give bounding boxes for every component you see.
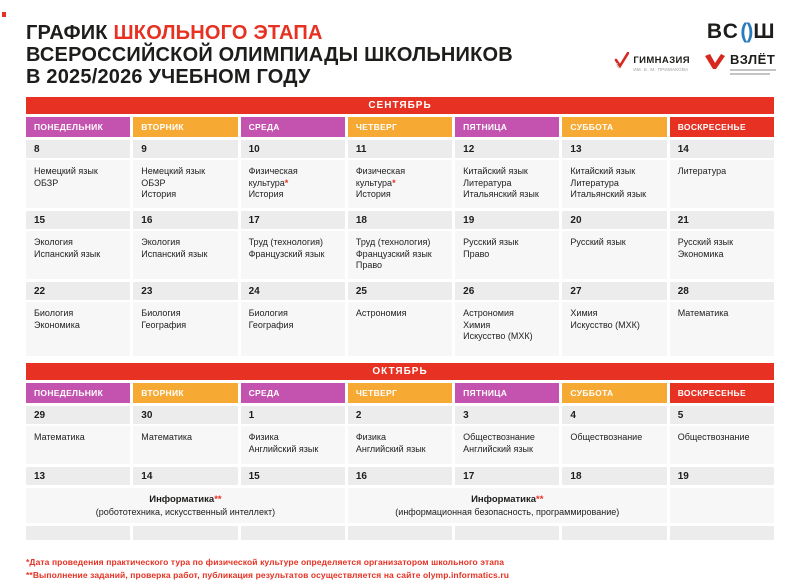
subject-label: Французский язык — [355, 248, 432, 259]
subject-label: Математика — [34, 432, 85, 442]
subject-label: География — [141, 319, 187, 330]
cell-subjects — [670, 231, 774, 279]
cell-subjects — [241, 302, 345, 356]
subject-label: Русский язык — [463, 237, 519, 247]
cell-subjects — [455, 160, 559, 208]
date-number: 23 — [133, 282, 237, 300]
empty-cell — [241, 526, 345, 540]
asterisk: * — [392, 177, 396, 188]
cell-subjects — [562, 426, 666, 464]
cell-subjects — [348, 160, 452, 208]
weekday-header: СУББОТА — [562, 383, 666, 403]
partner-logos — [614, 52, 776, 75]
calendar-cell — [562, 140, 666, 208]
weekday-header: ВОСКРЕСЕНЬЕ — [670, 117, 774, 137]
cell-subjects — [455, 426, 559, 464]
october-weekday-row — [26, 383, 774, 403]
calendar-cell — [562, 282, 666, 356]
vzlyot-subtext-line — [730, 69, 776, 71]
date-number: 19 — [670, 467, 774, 485]
calendar-week — [26, 211, 774, 279]
title-red-part: ШКОЛЬНОГО ЭТАПА — [113, 22, 323, 44]
title-line2: ВСЕРОССИЙСКОЙ ОЛИМПИАДЫ ШКОЛЬНИКОВ — [26, 44, 513, 66]
date-number: 2 — [348, 406, 452, 424]
empty-cell — [348, 526, 452, 540]
asterisk: * — [284, 177, 289, 188]
empty-cell — [133, 526, 237, 540]
date-number: 14 — [670, 140, 774, 158]
informatics-title: Информатика** — [471, 494, 544, 505]
cell-subjects — [670, 302, 774, 356]
subject-label: Китайский язык — [570, 166, 636, 176]
weekday-header: СУББОТА — [562, 117, 666, 137]
calendar-week — [26, 282, 774, 356]
date-number: 16 — [133, 211, 237, 229]
cell-subjects — [348, 302, 452, 356]
weekday-header: ПОНЕДЕЛЬНИК — [26, 117, 130, 137]
informatics-cell — [26, 488, 345, 523]
weekday-header: ПЯТНИЦА — [455, 383, 559, 403]
subject-label: Физическая культура* — [355, 166, 406, 188]
calendar-cell — [348, 140, 452, 208]
subject-label: Обществознание — [463, 432, 535, 442]
calendar-cell — [455, 406, 559, 464]
calendar-cell — [26, 406, 130, 464]
footnote-line: *Дата проведения практического тура по физической культуре определяется организатором школьного этапа — [26, 557, 505, 567]
calendar-cell — [670, 140, 774, 208]
cell-subjects — [455, 302, 559, 356]
weekday-header: ВТОРНИК — [133, 383, 237, 403]
date-number: 17 — [455, 467, 559, 485]
cell-subjects — [348, 426, 452, 464]
vzlyot-subtext-line — [730, 73, 770, 75]
weekday-header: ПЯТНИЦА — [455, 117, 559, 137]
cell-subjects — [26, 302, 130, 356]
subject-label: Английский язык — [355, 443, 426, 454]
vzlyot-logo — [704, 52, 776, 75]
october-informatics-row — [26, 488, 774, 523]
subject-label: Испанский язык — [34, 248, 101, 259]
subject-label: Обществознание — [570, 432, 643, 442]
date-number: 12 — [455, 140, 559, 158]
subject-label: Китайский язык — [463, 166, 528, 176]
subject-label: Математика — [677, 308, 729, 318]
cell-subjects — [133, 426, 237, 464]
subject-label: Испанский язык — [141, 248, 208, 259]
calendar-cell — [348, 282, 452, 356]
subject-label: Искусство (МХК) — [570, 319, 640, 330]
informatics-cell — [348, 488, 667, 523]
calendar-cell — [26, 140, 130, 208]
subject-label: География — [248, 319, 294, 330]
gymnasium-subtitle: ИМ. Е. М. ПРИМАКОВА — [633, 66, 689, 72]
cell-subjects — [241, 231, 345, 279]
date-number: 15 — [241, 467, 345, 485]
cell-subjects — [26, 231, 130, 279]
september-header: СЕНТЯБРЬ — [26, 97, 774, 114]
cell-subjects — [133, 160, 237, 208]
weekday-header: ЧЕТВЕРГ — [348, 117, 452, 137]
asterisk: ** — [536, 494, 544, 505]
weekday-header: СРЕДА — [241, 117, 345, 137]
calendar-cell — [26, 282, 130, 356]
date-number: 16 — [348, 467, 452, 485]
subject-label: Право — [355, 260, 383, 271]
subject-label: Русский язык — [677, 237, 734, 247]
subject-label: Немецкий язык — [141, 166, 206, 176]
date-number: 30 — [133, 406, 237, 424]
cell-subjects — [455, 231, 559, 279]
cell-subjects — [562, 160, 666, 208]
date-number: 8 — [26, 140, 130, 158]
date-number: 3 — [455, 406, 559, 424]
date-number: 19 — [455, 211, 559, 229]
date-number: 20 — [562, 211, 666, 229]
subject-label: Физическая культура* — [248, 166, 298, 188]
subject-label: История — [355, 189, 391, 200]
calendar-cell — [562, 211, 666, 279]
date-number: 18 — [348, 211, 452, 229]
informatics-title: Информатика** — [149, 494, 222, 505]
calendar-week — [26, 406, 774, 464]
date-number: 14 — [133, 467, 237, 485]
page-title — [26, 22, 513, 88]
calendar-cell — [241, 282, 345, 356]
calendar-cell — [562, 406, 666, 464]
september-table — [26, 97, 774, 356]
subject-label: Химия — [463, 319, 491, 330]
subject-label: Физика — [355, 432, 387, 442]
cell-subjects — [670, 160, 774, 208]
calendar-cell — [348, 406, 452, 464]
date-number: 11 — [348, 140, 452, 158]
subject-label: Астрономия — [463, 308, 514, 318]
september-weekday-row — [26, 117, 774, 137]
date-number: 9 — [133, 140, 237, 158]
calendar-cell — [241, 406, 345, 464]
empty-cell — [670, 526, 774, 540]
cell-subjects — [26, 160, 130, 208]
subject-label: ОБЗР — [34, 177, 59, 188]
vsosh-logo-text: ВС — [706, 20, 740, 43]
date-number: 10 — [241, 140, 345, 158]
cell-subjects — [241, 426, 345, 464]
calendar-cell — [455, 211, 559, 279]
october-week-2-dates — [26, 467, 774, 485]
subject-label: Физика — [248, 432, 279, 442]
subject-label: Право — [463, 248, 490, 259]
date-number: 13 — [26, 467, 130, 485]
subject-label: Экономика — [677, 248, 724, 259]
calendar-cell — [133, 140, 237, 208]
calendar-cell — [670, 282, 774, 356]
date-number: 1 — [241, 406, 345, 424]
subject-label: Итальянский язык — [463, 189, 539, 200]
subject-label: ОБЗР — [141, 177, 166, 188]
subject-label: Биология — [141, 308, 181, 318]
calendar-cell — [670, 211, 774, 279]
subject-label: Русский язык — [570, 237, 626, 247]
calendar-cell — [348, 211, 452, 279]
cell-subjects — [133, 302, 237, 356]
subject-label: Обществознание — [677, 432, 750, 442]
cell-subjects — [562, 302, 666, 356]
cell-subjects — [26, 426, 130, 464]
cell-subjects — [670, 426, 774, 464]
calendar-cell — [241, 211, 345, 279]
date-number: 29 — [26, 406, 130, 424]
empty-cell — [26, 526, 130, 540]
calendar-cell — [455, 282, 559, 356]
date-number: 27 — [562, 282, 666, 300]
october-table — [26, 363, 774, 540]
cell-subjects — [348, 231, 452, 279]
calendar-cell — [455, 140, 559, 208]
subject-label: Экология — [141, 237, 181, 247]
footnote-line: **Выполнение заданий, проверка работ, публикация результатов осуществляется на сайте olymp.informatics.ru — [26, 570, 510, 581]
subject-label: Труд (технология) — [248, 237, 324, 247]
title-black-part: ГРАФИК — [26, 22, 114, 44]
date-number: 21 — [670, 211, 774, 229]
date-number: 5 — [670, 406, 774, 424]
subject-label: Литература — [570, 177, 619, 188]
gymnasium-logo-text — [633, 55, 690, 72]
subject-label: Астрономия — [355, 308, 407, 318]
cell-subjects — [562, 231, 666, 279]
calendar-cell — [26, 211, 130, 279]
footnotes — [26, 556, 774, 582]
weekday-header: ПОНЕДЕЛЬНИК — [26, 383, 130, 403]
v-wing-icon — [704, 53, 726, 75]
empty-cell — [562, 526, 666, 540]
vzlyot-logo-text — [730, 52, 776, 75]
date-number: 4 — [562, 406, 666, 424]
subject-label: Труд (технология) — [355, 237, 431, 247]
vsosh-logo — [707, 20, 776, 44]
date-number: 26 — [455, 282, 559, 300]
weekday-header: СРЕДА — [241, 383, 345, 403]
subject-label: Химия — [570, 308, 598, 318]
date-number: 22 — [26, 282, 130, 300]
october-header: ОКТЯБРЬ — [26, 363, 774, 380]
calendar-cell — [241, 140, 345, 208]
logo-block — [576, 20, 776, 75]
empty-cell — [455, 526, 559, 540]
weekday-header: ВТОРНИК — [133, 117, 237, 137]
informatics-subtitle: (робототехника, искусственный интеллект) — [95, 507, 276, 517]
calendar-cell — [670, 406, 774, 464]
date-number: 15 — [26, 211, 130, 229]
date-number: 17 — [241, 211, 345, 229]
crop-mark — [2, 12, 6, 17]
subject-label: Биология — [34, 308, 74, 318]
checkmark-icon — [614, 52, 629, 74]
subject-label: Биология — [248, 308, 288, 318]
date-number: 24 — [241, 282, 345, 300]
subject-label: Экономика — [34, 319, 80, 330]
subject-label: Литература — [677, 166, 727, 176]
weekday-header: ВОСКРЕСЕНЬЕ — [670, 383, 774, 403]
cell-subjects — [241, 160, 345, 208]
calendar-cell — [133, 282, 237, 356]
title-line3: В 2025/2026 УЧЕБНОМ ГОДУ — [26, 66, 311, 88]
subject-label: Литература — [463, 177, 512, 188]
date-number: 28 — [670, 282, 774, 300]
informatics-subtitle: (информационная безопасность, программирование) — [395, 507, 620, 517]
subject-label: История — [141, 189, 177, 200]
calendar-week — [26, 140, 774, 208]
subject-label: Итальянский язык — [570, 189, 647, 200]
subject-label: Математика — [141, 432, 192, 442]
vzlyot-name: ВЗЛЁТ — [730, 52, 776, 67]
subject-label: Французский язык — [248, 248, 325, 259]
subject-label: Английский язык — [248, 443, 319, 454]
subject-label: Немецкий язык — [34, 166, 98, 176]
subject-label: Искусство (МХК) — [463, 331, 533, 342]
asterisk: ** — [214, 494, 222, 505]
subject-label: Английский язык — [463, 443, 533, 454]
calendar-cell — [133, 406, 237, 464]
date-number: 25 — [348, 282, 452, 300]
subject-label: История — [248, 189, 284, 200]
page-header — [0, 0, 800, 88]
calendar-cell — [133, 211, 237, 279]
cell-subjects — [133, 231, 237, 279]
subject-label: Экология — [34, 237, 73, 247]
informatics-cell — [670, 488, 774, 523]
october-empty-row — [26, 526, 774, 540]
gymnasium-logo — [614, 52, 690, 74]
september-weeks — [26, 140, 774, 356]
date-number: 13 — [562, 140, 666, 158]
date-number: 18 — [562, 467, 666, 485]
gymnasium-name: ГИМНАЗИЯ — [633, 54, 690, 66]
vsosh-o-icon: () — [740, 20, 753, 43]
weekday-header: ЧЕТВЕРГ — [348, 383, 452, 403]
vsosh-logo-text-2: Ш — [753, 20, 776, 43]
